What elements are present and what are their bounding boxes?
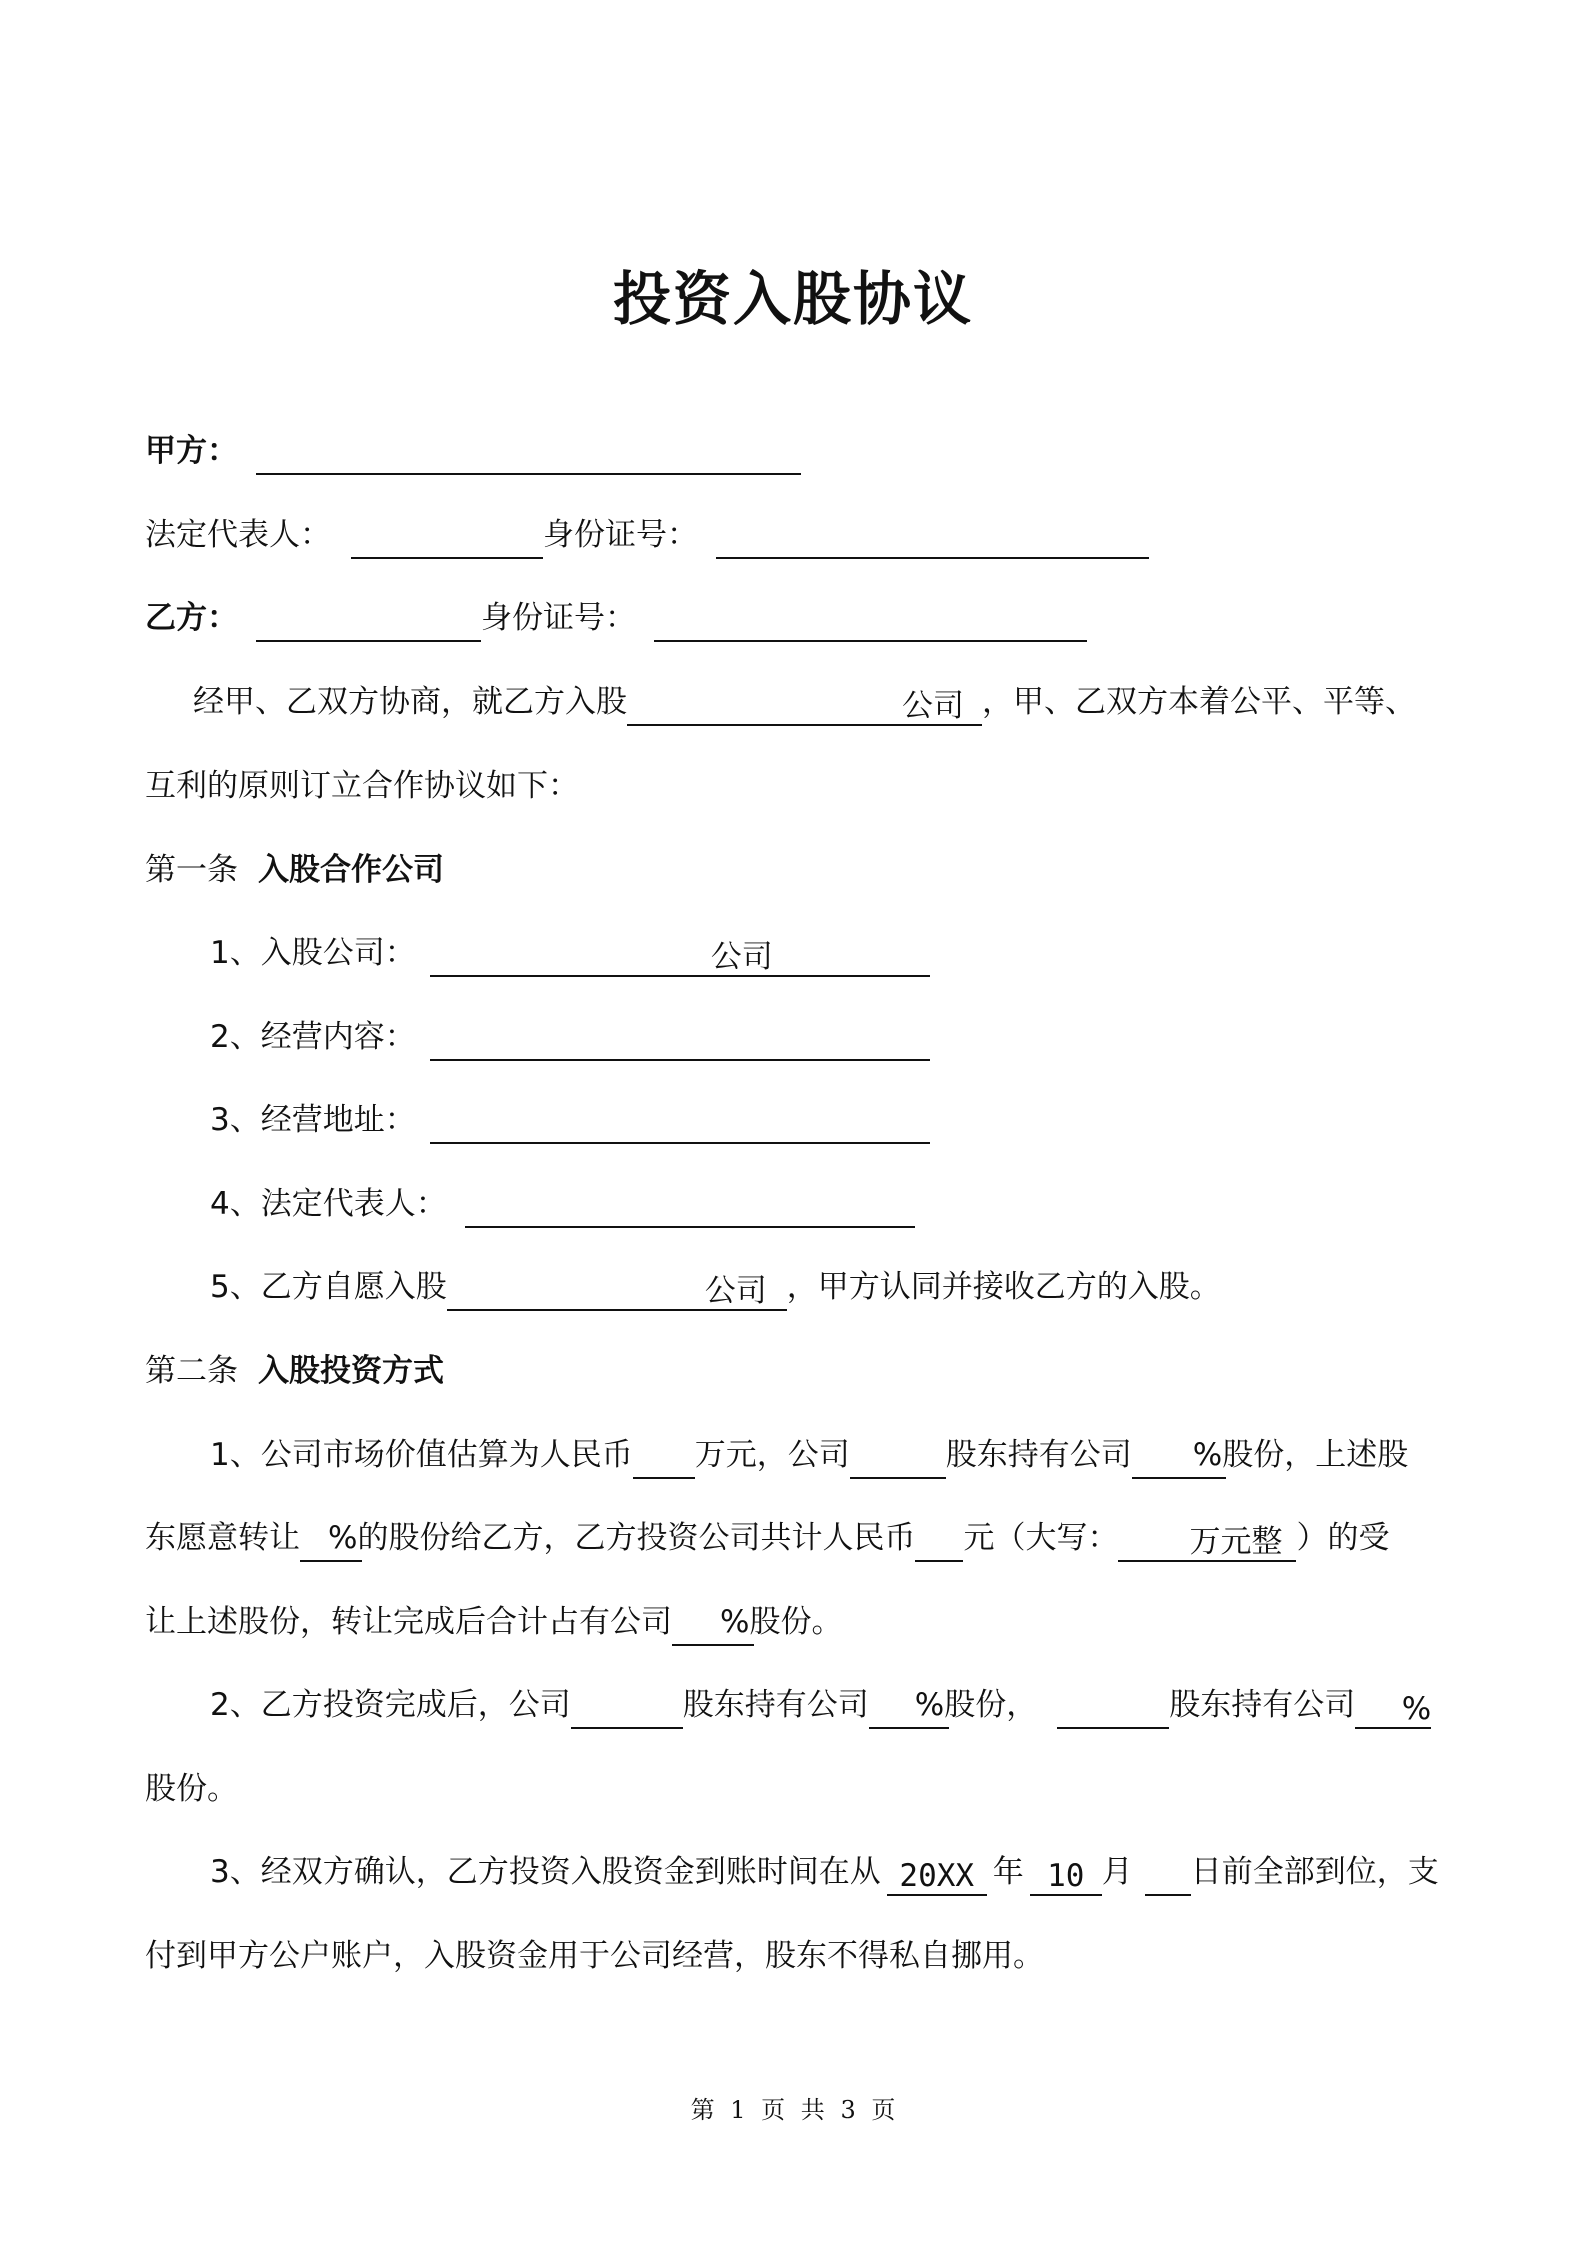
item-1-fill: 公司 <box>710 939 773 975</box>
p1-text-e: 东愿意转让 <box>145 1520 300 1556</box>
party-b-id-blank[interactable] <box>654 600 1087 642</box>
article-2-p3-line-1 <box>210 1834 1439 1894</box>
article-2-title: 入股投资方式 <box>258 1353 444 1389</box>
p2-text-b: 股东持有公司 <box>682 1687 869 1723</box>
party-a-blank[interactable] <box>256 433 801 475</box>
p2-text-c: %股份， <box>914 1687 1038 1723</box>
article-1-label: 第一条 <box>145 852 238 888</box>
p3-month-blank[interactable] <box>1030 1854 1102 1896</box>
legal-rep-id-label: 身份证号： <box>543 517 698 553</box>
p1-text-j: %股份。 <box>720 1604 843 1640</box>
article-1-item-2 <box>210 999 930 1059</box>
preamble-text-1: 经甲、乙双方协商，就乙方入股 <box>193 684 627 720</box>
article-1-item-4 <box>210 1166 915 1226</box>
article-2-p1-line-3 <box>145 1584 842 1644</box>
p1-text-d: %股份，上述股 <box>1192 1437 1409 1473</box>
p3-month: 10 <box>1047 1858 1085 1894</box>
article-2-p2-line-1 <box>210 1667 1431 1727</box>
p1-amount-blank[interactable] <box>915 1520 963 1562</box>
p1-text-h: ）的受 <box>1296 1520 1390 1556</box>
party-a-label: 甲方： <box>145 433 238 469</box>
party-b-blank[interactable] <box>256 600 481 642</box>
party-b-id-label: 身份证号： <box>481 600 636 636</box>
p3-year: 20XX <box>899 1858 975 1894</box>
item-1-blank[interactable] <box>430 935 930 977</box>
p2-text-f: 股份。 <box>145 1771 238 1807</box>
p1-value-blank[interactable] <box>633 1437 695 1479</box>
p1-amount-words-fill: 万元整 <box>1189 1524 1283 1560</box>
preamble-line-1 <box>193 664 1416 724</box>
preamble-text-3: 互利的原则订立合作协议如下： <box>145 768 579 804</box>
p3-month-unit: 月 <box>1101 1854 1133 1890</box>
p2-text-a: 2、乙方投资完成后，公司 <box>210 1687 571 1723</box>
party-b-line <box>145 580 1087 640</box>
article-2-label: 第二条 <box>145 1353 238 1389</box>
item-5-text-2: ，甲方认同并接收乙方的入股。 <box>786 1269 1221 1305</box>
p3-text-c: 付到甲方公户账户，入股资金用于公司经营，股东不得私自挪用。 <box>145 1938 1044 1974</box>
legal-rep-id-blank[interactable] <box>716 517 1149 559</box>
item-2-blank[interactable] <box>430 1019 930 1061</box>
preamble-company-blank[interactable] <box>627 684 982 726</box>
item-5-fill: 公司 <box>704 1273 767 1309</box>
item-5-blank[interactable] <box>447 1269 787 1311</box>
p2-shareholder-b-blank[interactable] <box>1057 1687 1169 1729</box>
preamble-line-2 <box>145 748 579 808</box>
p2-shareholder-a-blank[interactable] <box>571 1687 683 1729</box>
article-2-p3-line-2 <box>145 1918 1044 1978</box>
preamble-text-2: ，甲、乙双方本着公平、平等、 <box>982 684 1416 720</box>
article-1-item-5 <box>210 1249 1221 1309</box>
item-2-label: 2、经营内容： <box>210 1019 416 1055</box>
legal-rep-blank[interactable] <box>351 517 543 559</box>
party-a-line <box>145 413 801 473</box>
p1-text-g: 元（大写： <box>963 1520 1119 1556</box>
article-1-item-3 <box>210 1082 930 1142</box>
preamble-company-suffix: 公司 <box>902 688 964 724</box>
p3-year-blank[interactable] <box>887 1854 987 1896</box>
p1-text-a: 1、公司市场价值估算为人民币 <box>210 1437 633 1473</box>
article-2-heading <box>145 1333 444 1393</box>
document-title: 投资入股协议 <box>612 265 973 333</box>
item-3-blank[interactable] <box>430 1102 930 1144</box>
p3-text-a: 3、经双方确认，乙方投资入股资金到账时间在从 <box>210 1854 881 1890</box>
item-1-label: 1、入股公司： <box>210 935 416 971</box>
article-2-p1-line-2 <box>145 1500 1389 1560</box>
p3-text-b: 日前全部到位，支 <box>1190 1854 1439 1890</box>
p2-percent-b-blank[interactable] <box>1355 1687 1431 1729</box>
item-4-blank[interactable] <box>465 1186 915 1228</box>
item-5-text-1: 5、乙方自愿入股 <box>210 1269 447 1305</box>
legal-rep-label: 法定代表人： <box>145 517 331 553</box>
p3-year-unit: 年 <box>992 1854 1024 1890</box>
article-1-item-1 <box>210 915 930 975</box>
p2-text-e: % <box>1401 1691 1432 1727</box>
article-1-heading <box>145 832 444 892</box>
party-b-label: 乙方： <box>145 600 238 636</box>
p1-text-f: %的股份给乙方，乙方投资公司共计人民币 <box>328 1520 916 1556</box>
item-3-label: 3、经营地址： <box>210 1102 416 1138</box>
p3-day-blank[interactable] <box>1145 1854 1191 1896</box>
p1-text-c: 股东持有公司 <box>945 1437 1132 1473</box>
p2-text-d: 股东持有公司 <box>1169 1687 1356 1723</box>
p1-text-b: 万元，公司 <box>694 1437 850 1473</box>
legal-rep-line <box>145 497 1149 557</box>
p1-amount-words-blank[interactable] <box>1118 1520 1296 1562</box>
p1-text-i: 让上述股份，转让完成后合计占有公司 <box>145 1604 672 1640</box>
item-4-label: 4、法定代表人： <box>210 1186 447 1222</box>
article-1-title: 入股合作公司 <box>258 852 444 888</box>
article-2-p2-line-2 <box>145 1751 238 1811</box>
article-2-p1-line-1 <box>210 1417 1408 1477</box>
page-number-footer: 第 1 页 共 3 页 <box>690 2096 896 2124</box>
p1-shareholder-blank[interactable] <box>850 1437 946 1479</box>
